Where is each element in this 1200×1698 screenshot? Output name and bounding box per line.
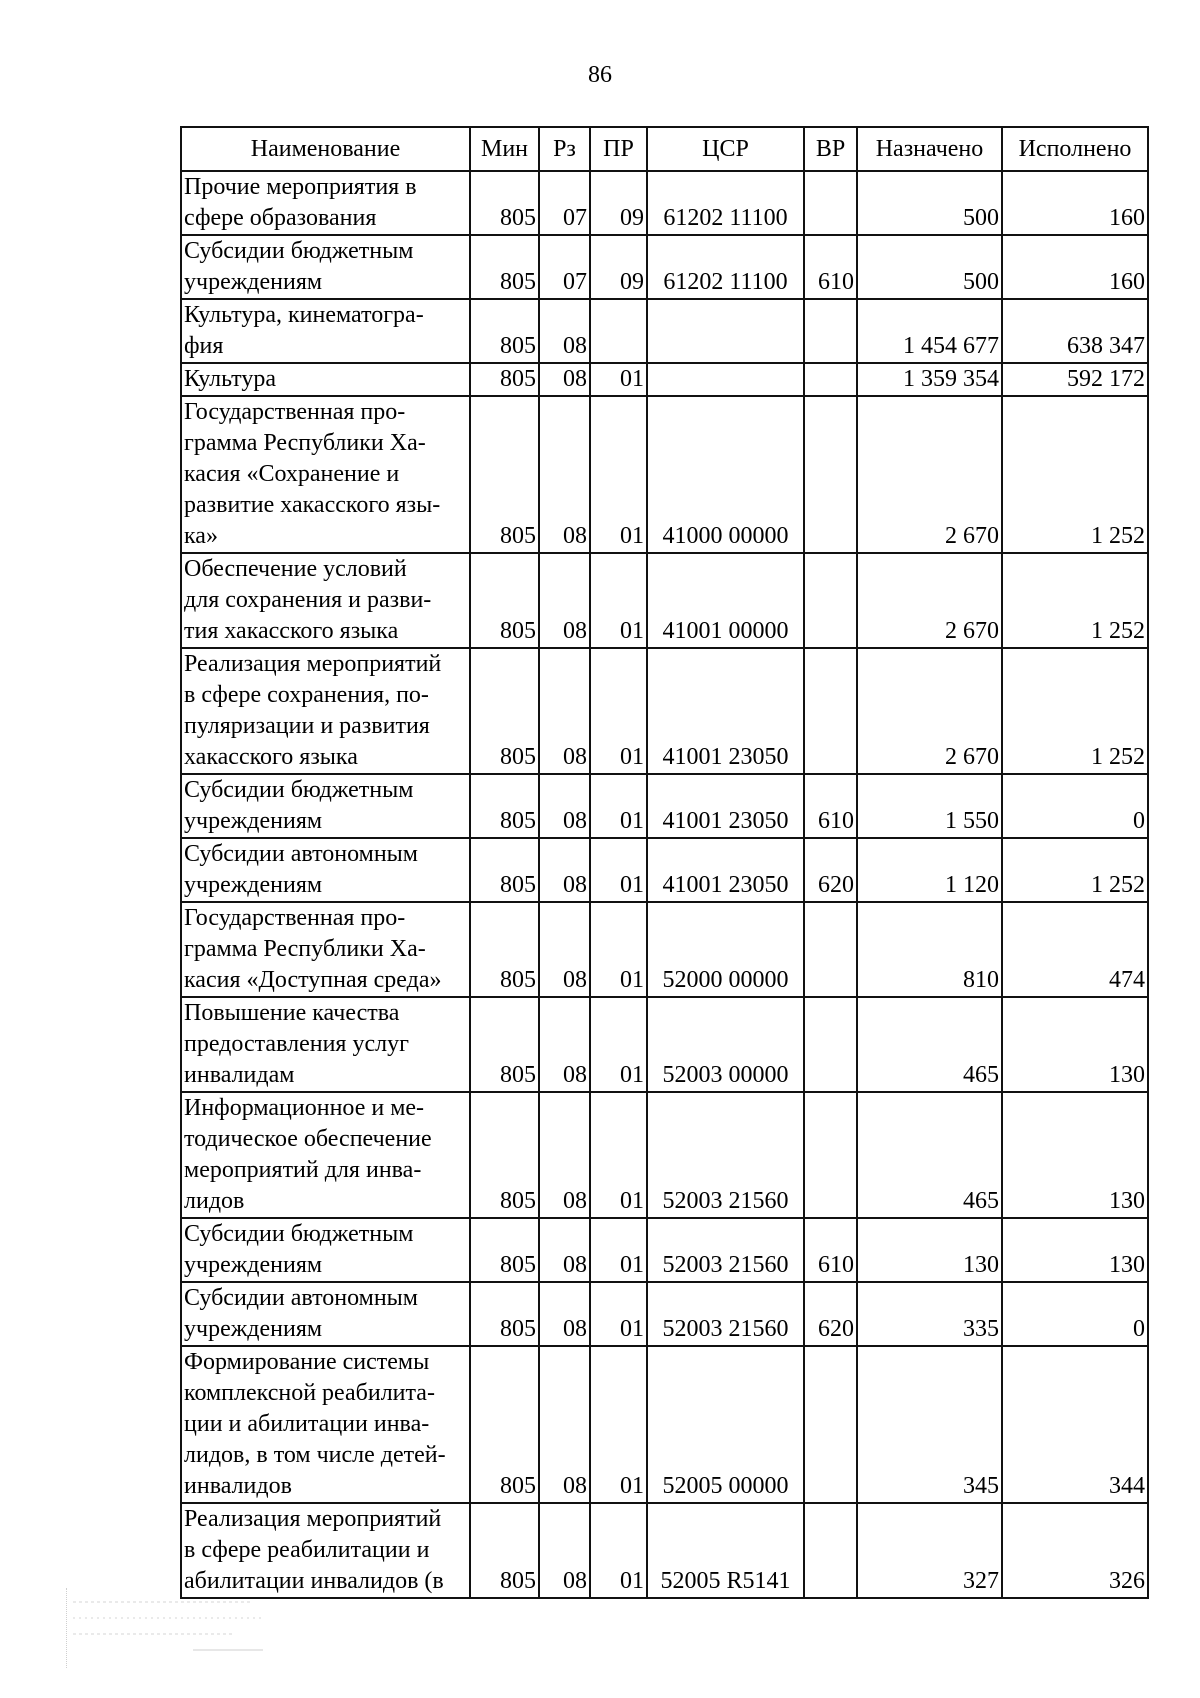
cell-pr <box>590 299 647 363</box>
table-row <box>181 1346 1148 1503</box>
cell-vr: 610 <box>804 235 857 299</box>
cell-name: Формирование системы комплексной реабилита- ции и абилитации инва- лидов, в том числе детей- инвалидов <box>181 1346 470 1503</box>
cell-vr <box>804 648 857 774</box>
cell-name: Субсидии бюджетным учреждениям <box>181 235 470 299</box>
cell-vr <box>804 1346 857 1503</box>
table-row <box>181 1218 1148 1282</box>
cell-name: Реализация мероприятий в сфере сохранения, по- пуляризации и развития хакасского языка <box>181 648 470 774</box>
cell-assigned: 500 <box>857 171 1002 235</box>
cell-min: 805 <box>470 235 539 299</box>
cell-min: 805 <box>470 838 539 902</box>
cell-rz: 08 <box>539 1282 590 1346</box>
cell-min: 805 <box>470 1282 539 1346</box>
header-csr: ЦСР <box>647 127 804 171</box>
cell-vr <box>804 902 857 997</box>
cell-rz: 08 <box>539 1218 590 1282</box>
cell-executed: 0 <box>1002 1282 1148 1346</box>
cell-rz: 08 <box>539 774 590 838</box>
header-assigned: Назначено <box>857 127 1002 171</box>
cell-csr: 52005 00000 <box>647 1346 804 1503</box>
cell-executed: 344 <box>1002 1346 1148 1503</box>
cell-pr: 01 <box>590 648 647 774</box>
cell-min: 805 <box>470 1218 539 1282</box>
cell-executed: 1 252 <box>1002 838 1148 902</box>
cell-assigned: 335 <box>857 1282 1002 1346</box>
cell-rz: 07 <box>539 171 590 235</box>
cell-pr: 01 <box>590 1503 647 1598</box>
table-header-row <box>181 127 1148 171</box>
cell-csr: 52003 00000 <box>647 997 804 1092</box>
cell-rz: 08 <box>539 902 590 997</box>
faint-stamp <box>66 1588 293 1668</box>
cell-csr: 41001 23050 <box>647 648 804 774</box>
cell-name: Субсидии автономным учреждениям <box>181 838 470 902</box>
cell-rz: 08 <box>539 838 590 902</box>
cell-min: 805 <box>470 171 539 235</box>
table-row <box>181 363 1148 396</box>
cell-csr <box>647 299 804 363</box>
cell-min: 805 <box>470 997 539 1092</box>
cell-assigned: 327 <box>857 1503 1002 1598</box>
header-vr: ВР <box>804 127 857 171</box>
table-row <box>181 902 1148 997</box>
table-row <box>181 774 1148 838</box>
table-row <box>181 1092 1148 1218</box>
cell-assigned: 345 <box>857 1346 1002 1503</box>
table-row <box>181 1503 1148 1598</box>
cell-executed: 130 <box>1002 1092 1148 1218</box>
cell-name: Государственная про- грамма Республики Ха- касия «Доступная среда» <box>181 902 470 997</box>
table-row <box>181 1282 1148 1346</box>
cell-pr: 01 <box>590 1282 647 1346</box>
cell-assigned: 1 550 <box>857 774 1002 838</box>
cell-executed: 1 252 <box>1002 553 1148 648</box>
header-min: Мин <box>470 127 539 171</box>
cell-vr <box>804 997 857 1092</box>
cell-executed: 0 <box>1002 774 1148 838</box>
cell-name: Субсидии автономным учреждениям <box>181 1282 470 1346</box>
cell-min: 805 <box>470 648 539 774</box>
cell-rz: 08 <box>539 363 590 396</box>
cell-csr: 61202 11100 <box>647 171 804 235</box>
cell-rz: 08 <box>539 299 590 363</box>
cell-vr <box>804 553 857 648</box>
cell-pr: 09 <box>590 171 647 235</box>
cell-min: 805 <box>470 1503 539 1598</box>
cell-pr: 01 <box>590 1346 647 1503</box>
header-name: Наименование <box>181 127 470 171</box>
cell-assigned: 1 120 <box>857 838 1002 902</box>
cell-rz: 08 <box>539 648 590 774</box>
cell-min: 805 <box>470 1346 539 1503</box>
cell-csr: 41001 23050 <box>647 774 804 838</box>
cell-csr: 52003 21560 <box>647 1092 804 1218</box>
cell-executed: 1 252 <box>1002 396 1148 553</box>
cell-vr <box>804 299 857 363</box>
cell-pr: 01 <box>590 902 647 997</box>
cell-pr: 01 <box>590 774 647 838</box>
cell-assigned: 2 670 <box>857 648 1002 774</box>
cell-vr <box>804 396 857 553</box>
cell-vr: 620 <box>804 838 857 902</box>
cell-vr <box>804 171 857 235</box>
table-row <box>181 997 1148 1092</box>
cell-assigned: 810 <box>857 902 1002 997</box>
cell-rz: 08 <box>539 396 590 553</box>
cell-name: Субсидии бюджетным учреждениям <box>181 1218 470 1282</box>
cell-pr: 01 <box>590 553 647 648</box>
cell-csr: 52005 R5141 <box>647 1503 804 1598</box>
cell-min: 805 <box>470 553 539 648</box>
table-row <box>181 299 1148 363</box>
cell-csr: 52003 21560 <box>647 1218 804 1282</box>
cell-min: 805 <box>470 1092 539 1218</box>
cell-vr <box>804 363 857 396</box>
cell-assigned: 2 670 <box>857 396 1002 553</box>
cell-min: 805 <box>470 902 539 997</box>
cell-csr: 52003 21560 <box>647 1282 804 1346</box>
cell-name: Прочие мероприятия в сфере образования <box>181 171 470 235</box>
table-row <box>181 553 1148 648</box>
cell-pr: 01 <box>590 396 647 553</box>
cell-assigned: 2 670 <box>857 553 1002 648</box>
cell-rz: 08 <box>539 553 590 648</box>
cell-assigned: 130 <box>857 1218 1002 1282</box>
cell-csr <box>647 363 804 396</box>
cell-rz: 08 <box>539 1346 590 1503</box>
header-rz: Рз <box>539 127 590 171</box>
header-executed: Исполнено <box>1002 127 1148 171</box>
cell-executed: 160 <box>1002 235 1148 299</box>
cell-name: Государственная про- грамма Республики Ха- касия «Сохранение и развитие хакасского язы- ка» <box>181 396 470 553</box>
budget-table <box>180 126 1149 1599</box>
table-body <box>181 171 1148 1598</box>
cell-min: 805 <box>470 299 539 363</box>
cell-executed: 160 <box>1002 171 1148 235</box>
cell-csr: 41001 23050 <box>647 838 804 902</box>
cell-name: Повышение качества предоставления услуг инвалидам <box>181 997 470 1092</box>
cell-rz: 08 <box>539 1503 590 1598</box>
cell-name: Обеспечение условий для сохранения и разви- тия хакасского языка <box>181 553 470 648</box>
cell-csr: 41001 00000 <box>647 553 804 648</box>
cell-rz: 08 <box>539 997 590 1092</box>
stamp-mark <box>73 1588 273 1658</box>
cell-name: Субсидии бюджетным учреждениям <box>181 774 470 838</box>
cell-pr: 01 <box>590 363 647 396</box>
cell-executed: 130 <box>1002 997 1148 1092</box>
cell-name: Культура <box>181 363 470 396</box>
cell-name: Реализация мероприятий в сфере реабилитации и абилитации инвалидов (в <box>181 1503 470 1598</box>
cell-executed: 474 <box>1002 902 1148 997</box>
table-row <box>181 648 1148 774</box>
cell-csr: 52000 00000 <box>647 902 804 997</box>
cell-assigned: 1 454 677 <box>857 299 1002 363</box>
cell-vr <box>804 1503 857 1598</box>
page-number: 86 <box>588 62 612 88</box>
table-row <box>181 396 1148 553</box>
cell-rz: 08 <box>539 1092 590 1218</box>
cell-pr: 01 <box>590 838 647 902</box>
cell-vr: 610 <box>804 1218 857 1282</box>
cell-name: Культура, кинематогра- фия <box>181 299 470 363</box>
cell-min: 805 <box>470 396 539 553</box>
cell-vr: 610 <box>804 774 857 838</box>
cell-csr: 61202 11100 <box>647 235 804 299</box>
cell-min: 805 <box>470 363 539 396</box>
cell-executed: 326 <box>1002 1503 1148 1598</box>
cell-pr: 01 <box>590 1092 647 1218</box>
cell-rz: 07 <box>539 235 590 299</box>
cell-assigned: 1 359 354 <box>857 363 1002 396</box>
cell-vr: 620 <box>804 1282 857 1346</box>
cell-min: 805 <box>470 774 539 838</box>
cell-executed: 130 <box>1002 1218 1148 1282</box>
table-row <box>181 171 1148 235</box>
header-pr: ПР <box>590 127 647 171</box>
cell-vr <box>804 1092 857 1218</box>
cell-pr: 01 <box>590 997 647 1092</box>
cell-csr: 41000 00000 <box>647 396 804 553</box>
cell-name: Информационное и ме- тодическое обеспечение мероприятий для инва- лидов <box>181 1092 470 1218</box>
cell-assigned: 500 <box>857 235 1002 299</box>
cell-assigned: 465 <box>857 997 1002 1092</box>
cell-executed: 592 172 <box>1002 363 1148 396</box>
cell-pr: 01 <box>590 1218 647 1282</box>
cell-executed: 1 252 <box>1002 648 1148 774</box>
table-row <box>181 235 1148 299</box>
cell-executed: 638 347 <box>1002 299 1148 363</box>
table-row <box>181 838 1148 902</box>
cell-pr: 09 <box>590 235 647 299</box>
cell-assigned: 465 <box>857 1092 1002 1218</box>
